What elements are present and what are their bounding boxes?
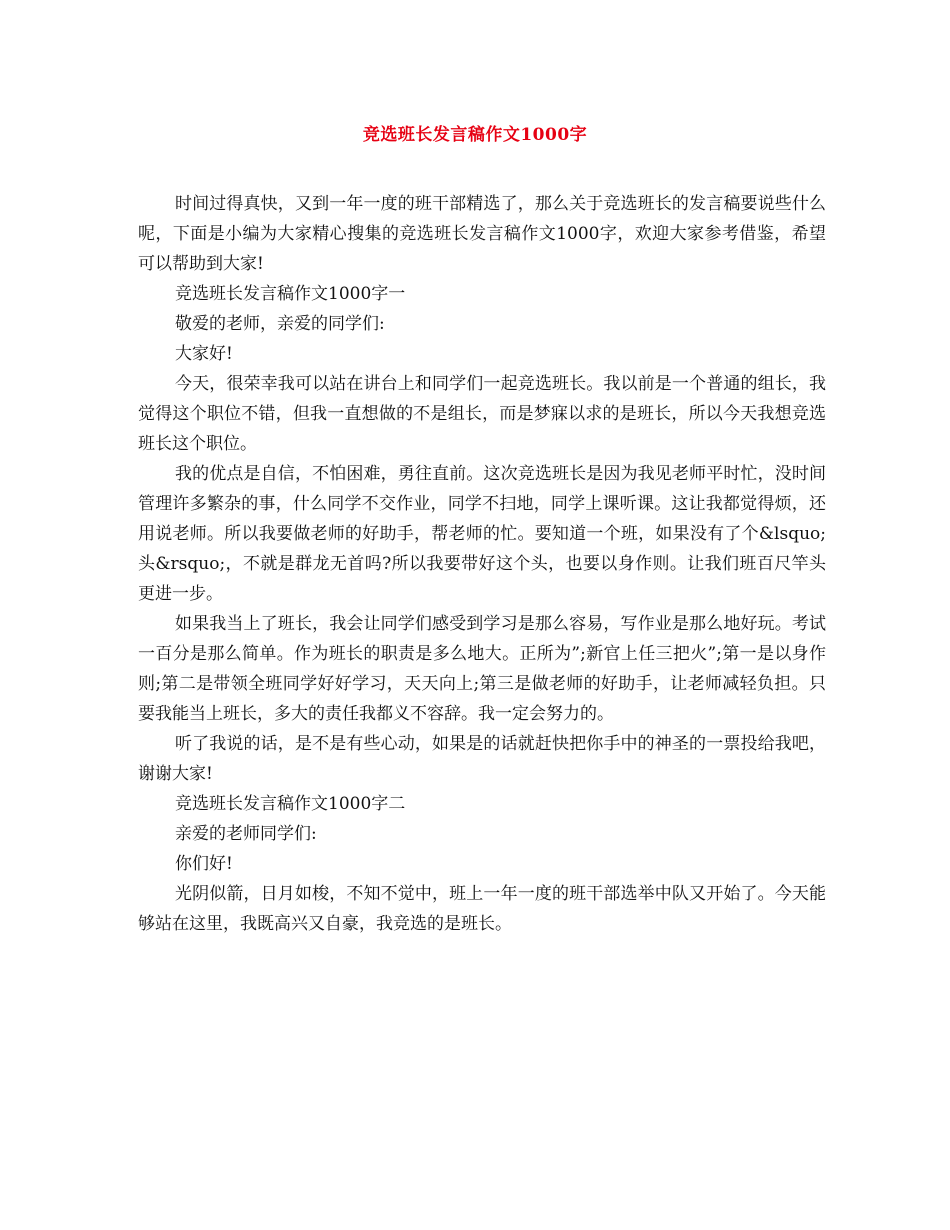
greeting: 大家好!	[175, 344, 233, 364]
document-body	[138, 189, 826, 939]
section-heading-two: 竞选班长发言稿作文1000字二	[175, 794, 406, 814]
salutation: 亲爱的老师同学们:	[175, 824, 317, 844]
document-title: 竞选班长发言稿作文1000字	[362, 125, 588, 145]
body-paragraph: 听了我说的话，是不是有些心动，如果是的话就赶快把你手中的神圣的一票投给我吧，谢谢大家!	[138, 734, 826, 784]
salutation: 敬爱的老师，亲爱的同学们:	[175, 314, 385, 334]
body-paragraph: 我的优点是自信，不怕困难，勇往直前。这次竞选班长是因为我见老师平时忙，没时间管理许多繁杂的事，什么同学不交作业，同学不扫地，同学上课听课。这让我都觉得烦，还用说老师。所以我要做老师的好助手，帮老师的忙。要知道一个班，如果没有了个&lsquo;头&rsquo;，不就是群龙无首吗?所以我要带好这个头，也要以身作则。让我们班百尺竿头更进一步。	[138, 464, 826, 604]
intro-paragraph: 时间过得真快，又到一年一度的班干部精选了，那么关于竞选班长的发言稿要说些什么呢，下面是小编为大家精心搜集的竞选班长发言稿作文1000字，欢迎大家参考借鉴，希望可以帮助到大家!	[138, 194, 826, 274]
section-heading-one: 竞选班长发言稿作文1000字一	[175, 284, 406, 304]
body-paragraph: 光阴似箭，日月如梭，不知不觉中，班上一年一度的班干部选举中队又开始了。今天能够站在这里，我既高兴又自豪，我竞选的是班长。	[138, 884, 826, 934]
body-paragraph: 今天，很荣幸我可以站在讲台上和同学们一起竞选班长。我以前是一个普通的组长，我觉得这个职位不错，但我一直想做的不是组长，而是梦寐以求的是班长，所以今天我想竞选班长这个职位。	[138, 374, 826, 454]
greeting: 你们好!	[175, 854, 233, 874]
body-paragraph: 如果我当上了班长，我会让同学们感受到学习是那么容易，写作业是那么地好玩。考试一百分是那么简单。作为班长的职责是多么地大。正所为”;新官上任三把火”;第一是以身作则;第二是带领全班同学好好学习，天天向上;第三是做老师的好助手，让老师减轻负担。只要我能当上班长，多大的责任我都义不容辞。我一定会努力的。	[138, 614, 826, 724]
